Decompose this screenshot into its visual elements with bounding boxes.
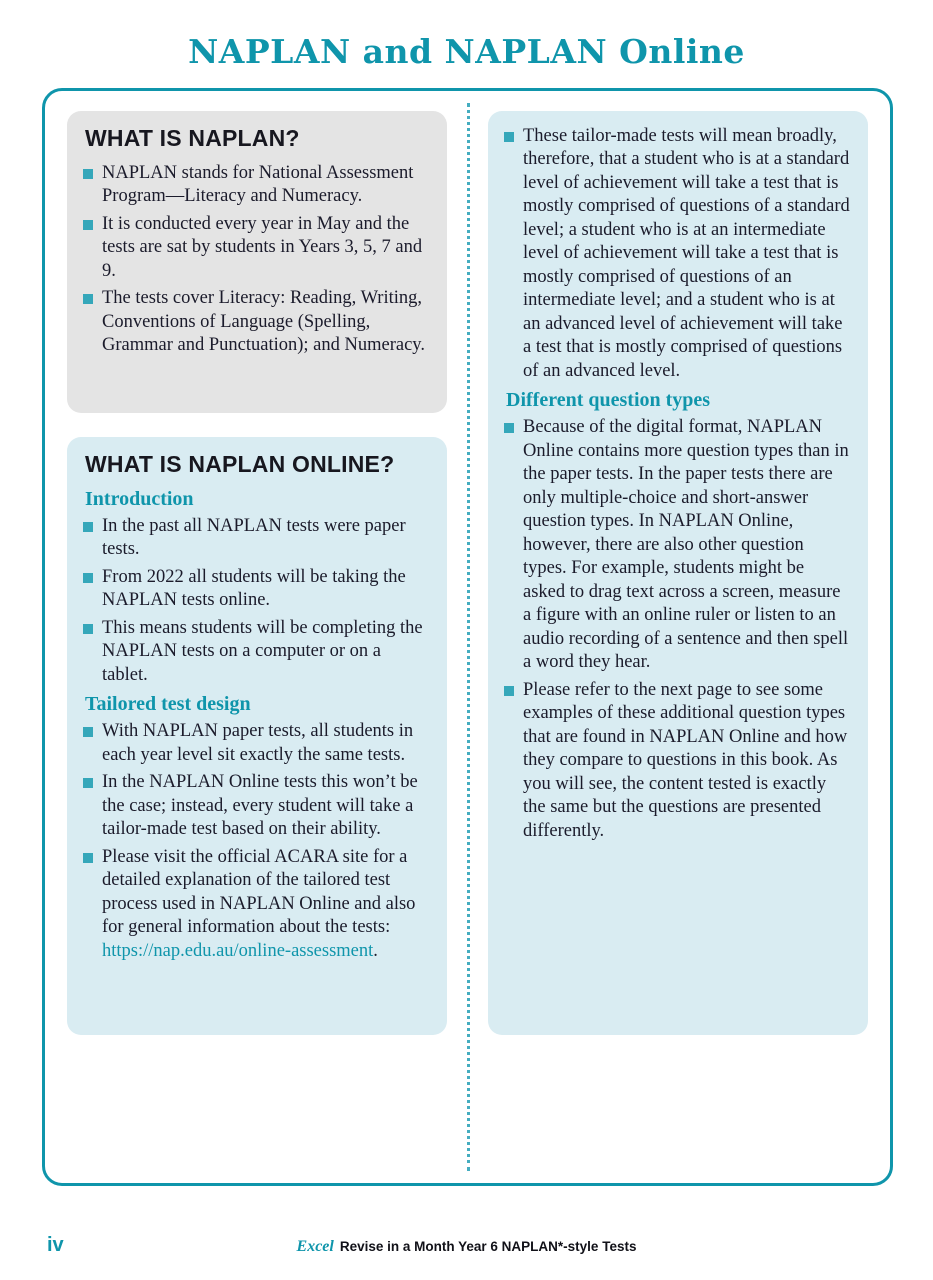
list-item [83, 566, 429, 613]
introduction-subheading: Introduction [85, 488, 194, 510]
left-column [67, 111, 447, 1163]
tailor-made-tests-section [488, 111, 868, 1035]
footer-book-line [0, 1238, 933, 1256]
list-item-text: Because of the digital format, NAPLAN Online contains more question types than in the paper tests. In the paper tests there are only multiple-choice and short-answer question types. In NAPLAN Online, however, there are also other question types. For example, students might be asked to drag text across a screen, measure a figure with an online ruler or listen to an audio recording of a sentence and then spell a word they hear. [523, 417, 849, 673]
bullet-square-icon [83, 624, 93, 634]
page-title: NAPLAN and NAPLAN Online [188, 32, 745, 71]
bullet-square-icon [83, 169, 93, 179]
list-item-text: Please refer to the next page to see some examples of these additional question types that are found in NAPLAN Online and how they compare to questions in this book. As you will see, the content tested is exactly the same but the questions are presented differently. [523, 679, 848, 841]
list-item-text: These tailor-made tests will mean broadly, therefore, that a student who is at a standard level of achievement will take a test that is mostly comprised of questions of a standard level; a student who is at an intermediate level of achievement will take a test that is mostly comprised of questions of an intermediate level; and a student who is at an advanced level of achievement will take a test that is mostly comprised of questions of an advanced level. [523, 126, 850, 381]
what-is-naplan-online-heading: WHAT IS NAPLAN ONLINE? [85, 451, 395, 477]
what-is-naplan-list [83, 162, 429, 358]
acara-link[interactable]: https://nap.edu.au/online-assessment [102, 940, 374, 961]
list-item [83, 162, 429, 209]
what-is-naplan-online-section [67, 437, 447, 1035]
list-item [504, 125, 850, 383]
footer-book-title: Revise in a Month Year 6 NAPLAN*-style Tests [339, 1239, 637, 1254]
right-column [488, 111, 868, 1163]
list-item-text: In the NAPLAN Online tests this won’t be the case; instead, every student will take a tailor-made test based on their ability. [102, 772, 418, 840]
bullet-square-icon [504, 132, 514, 142]
acara-text: Please visit the official ACARA site for a detailed explanation of the tailored test process used in NAPLAN Online and also for general information about the tests: [102, 846, 416, 938]
bullet-square-icon [83, 220, 93, 230]
list-item-text [102, 846, 429, 963]
bullet-square-icon [83, 573, 93, 583]
list-item [83, 846, 429, 963]
different-question-types-list [504, 416, 850, 843]
list-item [83, 771, 429, 841]
tailored-test-design-subheading: Tailored test design [85, 693, 251, 716]
list-item-text: From 2022 all students will be taking the NAPLAN tests online. [102, 566, 406, 611]
list-item [504, 679, 850, 843]
list-item-text: In the past all NAPLAN tests were paper tests. [102, 516, 406, 560]
list-item-text: The tests cover Literacy: Reading, Writing, Conventions of Language (Spelling, Grammar and Punctuation); and Numeracy. [102, 288, 425, 356]
bullet-square-icon [83, 778, 93, 788]
list-item [83, 287, 429, 357]
different-question-types-subheading: Different question types [506, 389, 711, 412]
bullet-square-icon [83, 522, 93, 532]
introduction-list [83, 515, 429, 687]
bullet-square-icon [83, 853, 93, 863]
bullet-square-icon [504, 423, 514, 433]
bullet-square-icon [83, 294, 93, 304]
list-item [83, 213, 429, 283]
list-item-text: This means students will be completing the NAPLAN tests on a computer or on a tablet. [102, 617, 423, 685]
bullet-square-icon [504, 686, 514, 696]
list-item [83, 720, 429, 767]
column-divider-dotted-line [467, 103, 470, 1171]
what-is-naplan-heading: WHAT IS NAPLAN? [85, 125, 300, 151]
page-number: iv [47, 1234, 64, 1256]
list-item-text: With NAPLAN paper tests, all students in each year level sit exactly the same tests. [102, 721, 414, 765]
page-footer [0, 1232, 933, 1264]
tailor-made-lead-list [504, 125, 850, 383]
list-item [504, 416, 850, 674]
footer-brand: Excel [296, 1238, 334, 1255]
what-is-naplan-section [67, 111, 447, 413]
list-item-text: NAPLAN stands for National Assessment Program—Literacy and Numeracy. [102, 163, 414, 207]
list-item-text: It is conducted every year in May and the tests are sat by students in Years 3, 5, 7 and 9. [102, 213, 423, 281]
tailored-test-design-list [83, 720, 429, 963]
list-item [83, 515, 429, 562]
acara-text-end: . [373, 940, 378, 961]
content-frame [42, 88, 893, 1186]
list-item [83, 617, 429, 687]
bullet-square-icon [83, 727, 93, 737]
